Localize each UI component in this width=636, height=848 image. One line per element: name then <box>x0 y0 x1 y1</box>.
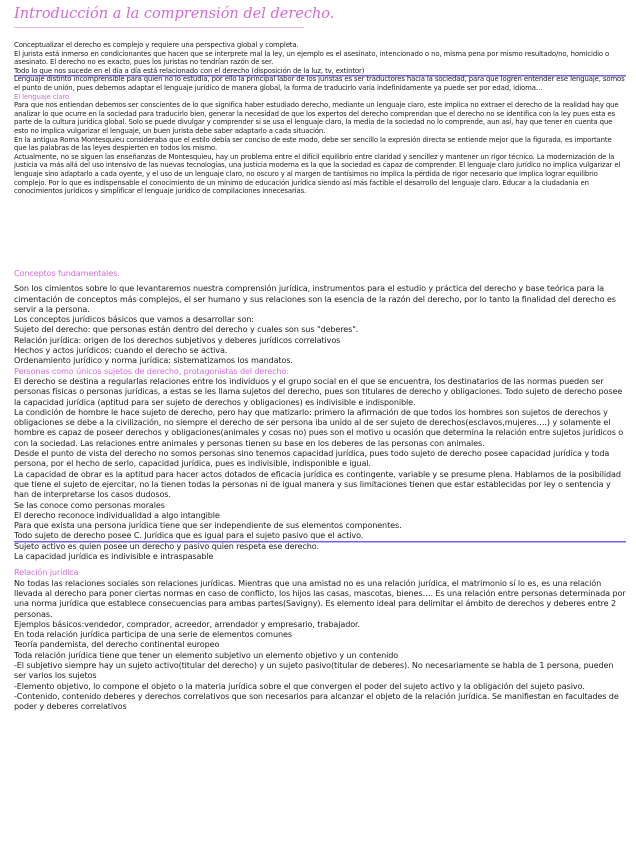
relacion-line: No todas las relaciones sociales son relaciones jurídicas. Mientras que una amistad no es una relación jurídica, el matrimonio sí lo es, es una relación llevada al derecho para poner ciertas normas en caso de conflicto, los hijos las casas, mascotas, bienes…. Es una relación entre personas determinada por una norma jurídica que establece consecuencias para ambas partes(Savigny). Es elemento ideal para delimitar el ámbito de derechos y deberes entre 2 personas. <box>14 577 626 619</box>
relacion-line: -El subjetivo siempre hay un sujeto activo(titular del derecho) y un sujeto pasivo(titular de deberes). No necesariamente se habla de 1 persona, pueden ser varios los sujetos <box>14 659 614 681</box>
conceptos-line: Hechos y actos jurídicos: cuando el derecho se activa. <box>14 345 228 356</box>
personas-line: La capacidad jurídica es indivisible e intraspasable <box>14 551 214 562</box>
personas-line: Desde el punto de vista del derecho no somos personas sino tenemos capacidad jurídica, pues todo sujeto de derecho posee capacidad jurídica y toda persona, por el hecho de serlo, capacidad jurídica, pues es indivisible, indisponible e igual. <box>14 448 610 469</box>
intro-line: Conceptualizar el derecho es complejo y requiere una perspectiva global y completa. <box>14 41 299 49</box>
lenguaje-claro-paragraph: Actualmente, no se siguen las enseñanzas de Montesquieu, hay un problema entre el difícil equilibrio entre claridad y sencillez y mantener un rigor técnico. La modernización de la justicia va más allá del uso intensivo de las nuevas tecnologías, una justicia moderna es la que la sociedad es capaz de comprender. El lenguaje claro jurídico no implica vulgarizar el lenguaje sino adaptarlo a cada oyente, y el uso de un lenguaje claro, no oscuro y al margen de tantísimos no implica la pérdida de rigor necesario que implica lograr equilibrio complejo. Por lo que es indispensable el conocimiento de un mínimo de educación jurídica siendo así más factible el desarrollo del lenguaje claro. Educar a la ciudadanía en conocimientos jurídicos y simplificar el lenguaje jurídico de compilaciones innecesarias. <box>14 152 621 196</box>
relacion-heading: Relación jurídica <box>14 567 79 578</box>
main-section <box>14 268 626 711</box>
relacion-line: En toda relación jurídica participa de una serie de elementos comunes <box>14 629 292 640</box>
intro-line: Todo lo que nos sucede en el día a día está relacionado con el derecho (disposición de la luz, tv, extintor) <box>14 67 626 76</box>
personas-line: La capacidad de obrar es la aptitud para hacer actos dotados de eficacia jurídica es contingente, variable y se presume plena. Hablamos de la posibilidad que tiene el sujeto de ejercitar, no la tienen todas la personas ni de igual manera y sus limitaciones tienen que estar establecidas por ley o sentencia y han de interpretarse los casos dudosos. <box>14 468 621 500</box>
intro-line: Lenguaje distinto incomprensible para quien no lo estudia, por ello la principal labor de los juristas es ser traductores hacia la sociedad, para que logren entender ese lenguaje, somos el punto de unión, pues debemos adaptar el lenguaje jurídico de manera global, la forma de traducirlo varía indefinidamente ya puede ser por edad, idioma… <box>14 75 625 92</box>
intro-line: El jurista está inmerso en condicionantes que hacen que se interprete mal la ley, un ejemplo es el asesinato, intencionado o no, misma pena por mismo resultado/no, homicidio o asesinato. El derecho no es exacto, pues los juristas no tendrían razón de ser. <box>14 49 610 67</box>
personas-line: El derecho reconoce individualidad a algo intangible <box>14 509 220 520</box>
conceptos-line: Los conceptos jurídicos básicos que vamos a desarrollar son: <box>14 314 254 325</box>
title-underline <box>14 27 304 28</box>
conceptos-line: Sujeto del derecho: que personas están dentro del derecho y cuales son sus "deberes". <box>14 324 359 335</box>
personas-line: La condición de hombre le hace sujeto de derecho, pero hay que matizarlo: primero la afirmación de que todos los hombres son sujetos de derechos y obligaciones se debe a la civilización, no siempre el derecho de ser persona iba unido al de ser sujeto de derechos(esclavos,mujeres….) y solamente el hombre es capaz de poseer derechos y obligaciones(animales y cosas no) pues son el motivo u ocasión que determina la relación entre sujetos jurídicos o con la sociedad. Las relaciones entre animales y personas tienen su base en los deberes de las personas con animales. <box>14 406 624 448</box>
personas-heading: Personas como únicos sujetos de derecho, protagonistas del derecho: <box>14 365 289 376</box>
lenguaje-claro-paragraph: Para que nos entiendan debemos ser conscientes de lo que significa haber estudiado derecho, mediante un lenguaje claro, este implica no extraer el derecho de la realidad hay que analizar lo que ocurre en la sociedad para traducirlo bien, generar la necesidad de que los expertos del derecho comprendan que el derecho no se identifica con la ley pues esta es parte de la cultura jurídica global. Solo se puede divulgar y comprender si se usa el lenguaje claro, la media de la sociedad no lo comprende, aun así, hay que tener en cuenta que esto no implica vulgarizar el lenguaje, un buen jurista debe saber adaptarlo a cada situación. <box>14 101 619 135</box>
personas-line: Todo sujeto de derecho posee C. Jurídica que es igual para el sujeto pasivo que el activo. <box>14 530 626 540</box>
conceptos-line: Relación jurídica: origen de los derechos subjetivos y deberes jurídicos correlativos <box>14 334 341 345</box>
personas-line: Sujeto activo es quien posee un derecho y pasivo quien respeta ese derecho. <box>14 540 319 551</box>
page-title: Introducción a la comprensión del derecho. <box>14 6 335 22</box>
conceptos-heading: Conceptos fundamentales. <box>14 268 120 278</box>
personas-line: Se las conoce como personas morales <box>14 499 165 510</box>
relacion-line: Toda relación jurídica tiene que tener un elemento subjetivo un elemento objetivo y un contenido <box>14 649 399 660</box>
lenguaje-claro-heading: El lenguaje claro <box>14 92 70 101</box>
conceptos-line: Ordenamiento jurídico y norma jurídica: sistematizamos los mandatos. <box>14 355 293 366</box>
intro-section <box>14 41 626 196</box>
relacion-line: -Elemento objetivo, lo compone el objeto o la materia jurídica sobre el que convergen el poder del sujeto activo y la obligación del sujeto pasivo. <box>14 680 585 691</box>
relacion-line: Teoría pandemista, del derecho continental europeo <box>14 639 220 650</box>
relacion-line: -Contenido, contenido deberes y derechos correlativos que son necesarios para alcanzar el objeto de la relación jurídica. Se manifiestan en facultades de poder y deberes correlativos <box>14 690 619 712</box>
personas-line: Para que exista una persona jurídica tiene que ser independiente de sus elementos componentes. <box>14 520 402 531</box>
conceptos-line: Son los cimientos sobre lo que levantaremos nuestra comprensión jurídica, instrumentos para el estudio y práctica del derecho y base teórica para la cimentación de conceptos más complejos, el ser humano y sus relaciones son la esencia de la razón del derecho, por lo tanto la finalidad del derecho es servir a la persona. <box>14 283 616 314</box>
relacion-line: Ejemplos básicos:vendedor, comprador, acreedor, arrendador y empresario, trabajador. <box>14 618 360 629</box>
personas-line: El derecho se destina a regularlas relaciones entre los individuos y el grupo social en el que se encuentra, los destinatarios de las normas pueden ser personas físicas o personas jurídicas, a estas se les llama sujetos del derecho, pues son titulares de derecho y obligaciones. Todo sujeto de derecho posee la capacidad jurídica (aptitud para ser sujeto de derechos y obligaciones) es indivisible e indisponible. <box>14 375 623 407</box>
lenguaje-claro-paragraph: En la antigua Roma Montesquieu consideraba que el estilo debía ser conciso de este modo, debe ser sencillo la expresión directa se entiende mejor que la figurada, es importante que las palabras de las leyes despierten en todos los mismo. <box>14 135 612 153</box>
